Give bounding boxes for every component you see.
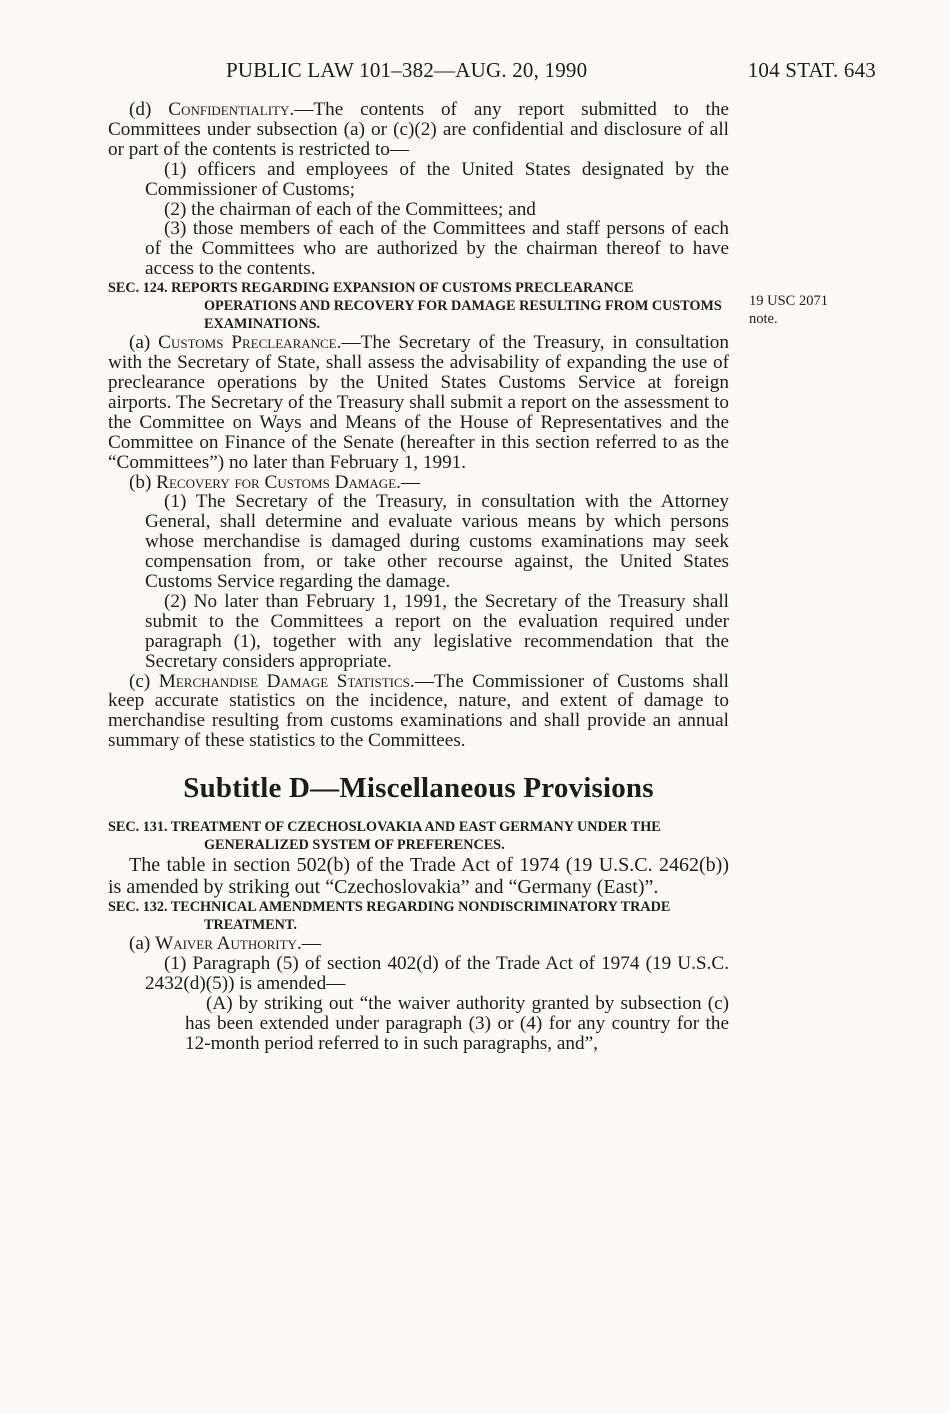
subsection-dash: —	[400, 471, 421, 493]
subsection-text: —The Secretary of the Treasury, in consultation with the Secretary of State, shall assess the advisability of expanding the use of preclearance operations by the United States Customs Service at foreign airports. The Secretary of the Treasury shall submit a report on the assessment to the Committee on Ways and Means of the House of Representatives and the Committee on Finance of the Senate (hereafter in this section referred to as the “Committees”) no later than February 1, 1991.	[108, 332, 729, 473]
margin-note-line-1: 19 USC 2071	[749, 293, 828, 309]
confidentiality-item-1: (1) officers and employees of the United States designated by the Commissioner of Customs;	[145, 158, 729, 200]
waiver-subparagraph-a: (A) by striking out “the waiver authority granted by subsection (c) has been extended under paragraph (3) or (4) for any country for the 12-month period referred to in such paragraphs, and”,	[185, 992, 729, 1054]
subsection-label: (d)	[129, 99, 169, 120]
subsection-d-confidentiality	[108, 100, 729, 160]
confidentiality-item-2: (2) the chairman of each of the Committees; and	[164, 198, 536, 220]
waiver-paragraph-1: (1) Paragraph (5) of section 402(d) of the Trade Act of 1974 (19 U.S.C. 2432(d)(5)) is amended—	[145, 953, 729, 994]
subsection-a-customs-preclearance	[108, 333, 729, 472]
section-131-text: The table in section 502(b) of the Trade Act of 1974 (19 U.S.C. 2462(b)) is amended by striking out “Czechoslovakia” and “Germany (East)”.	[108, 854, 729, 899]
section-132-heading: SEC. 132. TECHNICAL AMENDMENTS REGARDING NONDISCRIMINATORY TRADE TREATMENT.	[108, 899, 671, 934]
subsection-heading: Confidentiality.	[168, 99, 295, 120]
subsection-heading: Customs Preclearance.	[158, 332, 342, 354]
subsection-b-recovery	[108, 473, 729, 493]
subsection-heading: Waiver Authority.	[155, 933, 302, 955]
page-header	[108, 58, 876, 84]
subsection-label: (b)	[129, 471, 157, 493]
margin-note-line-2: note.	[749, 311, 778, 327]
section-131-heading: SEC. 131. TREATMENT OF CZECHOSLOVAKIA AND EAST GERMANY UNDER THE GENERALIZED SYSTEM OF PREFERENCES.	[108, 819, 661, 854]
subsection-heading: Recovery for Customs Damage.	[156, 471, 401, 493]
subsection-label: (a)	[129, 332, 159, 354]
section-124-heading: SEC. 124. REPORTS REGARDING EXPANSION OF CUSTOMS PRECLEARANCE OPERATIONS AND RECOVERY FOR DAMAGE RESULTING FROM CUSTOMS EXAMINATIONS.	[108, 280, 722, 333]
subsection-text: —The Commissioner of Customs shall keep accurate statistics on the incidence, nature, and extent of damage to merchandise resulting from customs examinations and shall provide an annual summary of these statistics to the Committees.	[108, 670, 729, 752]
subsection-heading: Merchandise Damage Statistics.	[158, 670, 415, 692]
subsection-label: (c)	[129, 670, 159, 692]
subtitle-d-heading: Subtitle D—Miscellaneous Provisions	[183, 772, 654, 805]
margin-note-19-usc-2071	[749, 292, 828, 328]
subsection-dash: —	[301, 933, 321, 955]
subsection-a-waiver-authority	[108, 934, 729, 954]
body-column	[108, 100, 729, 1054]
subsection-c-damage-statistics	[108, 672, 729, 752]
confidentiality-item-3: (3) those members of each of the Committees and staff persons of each of the Committees who are authorized by the chairman thereof to have access to the contents.	[145, 218, 729, 280]
running-head-title: PUBLIC LAW 101–382—AUG. 20, 1990	[226, 58, 588, 82]
recovery-paragraph-2: (2) No later than February 1, 1991, the Secretary of the Treasury shall submit to the Committees a report on the evaluation required under paragraph (1), together with any legislative recommendation that the Secretary considers appropriate.	[145, 590, 729, 672]
recovery-paragraph-1: (1) The Secretary of the Treasury, in consultation with the Attorney General, shall determine and evaluate various means by which persons whose merchandise is damaged during customs examinations may seek compensation from, or take other recourse against, the United States Customs Service regarding the damage.	[145, 491, 729, 593]
subsection-label: (a)	[129, 933, 156, 955]
stat-page-number: 104 STAT. 643	[747, 58, 876, 82]
subsection-text: —The contents of any report submitted to the Committees under subsection (a) or (c)(2) are confidential and disclosure of all or part of the contents is restricted to—	[108, 99, 729, 160]
